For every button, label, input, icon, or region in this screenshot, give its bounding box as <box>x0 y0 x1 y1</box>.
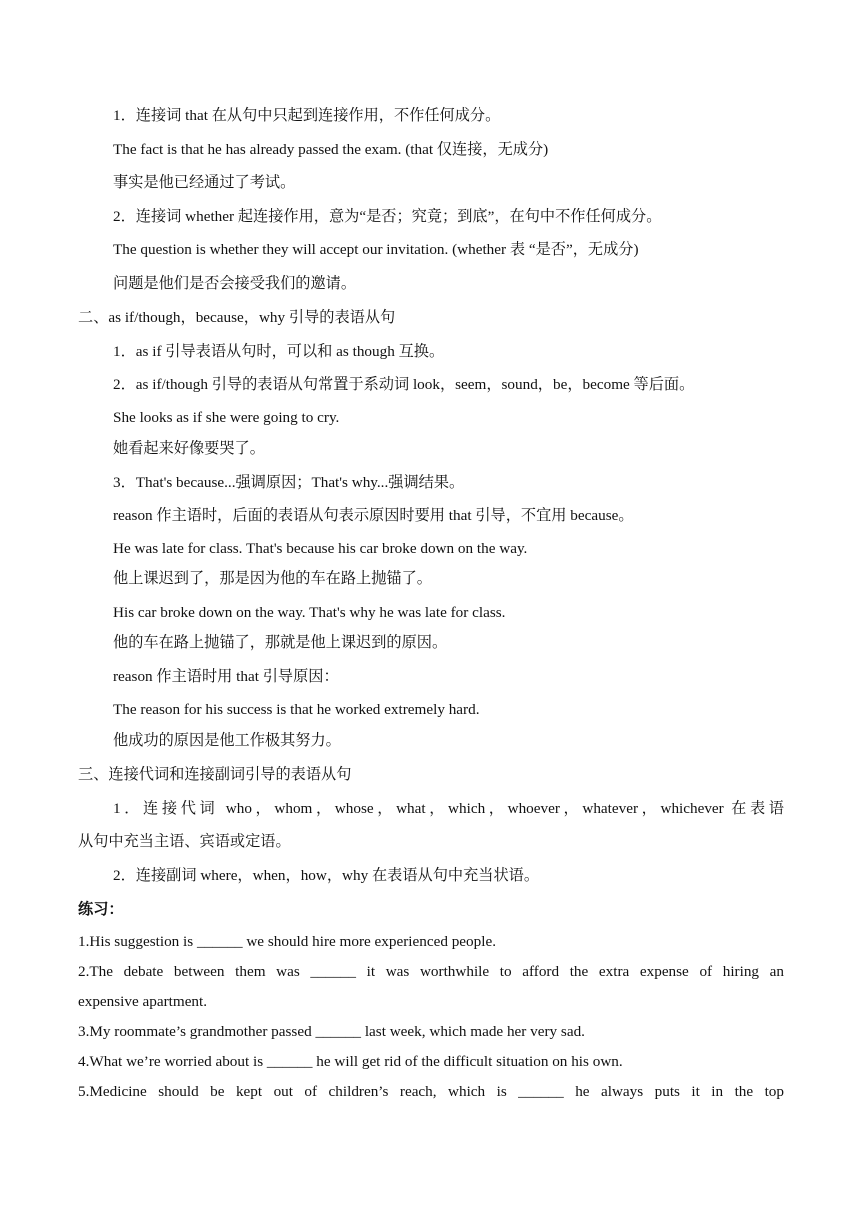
exercise-item: 4.What we’re worried about is ______ he will get rid of the difficult situation on his own. <box>78 1053 623 1070</box>
exercise-item: 5.Medicine should be kept out of children’s reach, which is ______ he always puts it in the top <box>78 1083 784 1100</box>
example-sentence-zh: 他成功的原因是他工作极其努力。 <box>113 732 341 749</box>
note-reason-subject: reason 作主语时，后面的表语从句表示原因时要用 that 引导，不宜用 because。 <box>113 507 634 524</box>
exercise-item: 1.His suggestion is ______ we should hire more experienced people. <box>78 933 496 950</box>
point-1-that: 1．连接词 that 在从句中只起到连接作用，不作任何成分。 <box>113 107 501 124</box>
exercise-heading: 练习： <box>78 901 124 918</box>
point-2-as-if-though: 2．as if/though 引导的表语从句常置于系动词 look，seem，sound，be，become 等后面。 <box>113 376 695 393</box>
exercise-item: 3.My roommate’s grandmother passed ______ last week, which made her very sad. <box>78 1023 585 1040</box>
example-sentence-zh: 事实是他已经通过了考试。 <box>113 174 296 191</box>
point-1-as-if: 1．as if 引导表语从句时，可以和 as though 互换。 <box>113 343 445 360</box>
section-heading-3: 三、连接代词和连接副词引导的表语从句 <box>78 766 352 783</box>
example-sentence-en: The question is whether they will accept our invitation. (whether 表 “是否”，无成分) <box>113 241 639 258</box>
example-sentence-zh: 她看起来好像要哭了。 <box>113 440 265 457</box>
point-1-connective-pronouns: 1．连接代词 who，whom，whose，what，which，whoever，whatever，whichever 在表语 <box>113 800 784 817</box>
example-sentence-zh: 他的车在路上抛锚了，那就是他上课迟到的原因。 <box>113 634 448 651</box>
point-2-whether: 2．连接词 whether 起连接作用，意为“是否；究竟；到底”，在句中不作任何成分。 <box>113 208 662 225</box>
example-sentence-en: The reason for his success is that he worked extremely hard. <box>113 701 480 718</box>
point-2-connective-adverbs: 2．连接副词 where，when，how，why 在表语从句中充当状语。 <box>113 867 540 884</box>
example-sentence-en: He was late for class. That's because his car broke down on the way. <box>113 540 528 557</box>
section-heading-2: 二、as if/though，because，why 引导的表语从句 <box>78 309 396 326</box>
example-sentence-en: His car broke down on the way. That's why he was late for class. <box>113 604 506 621</box>
point-1-continuation: 从句中充当主语、宾语或定语。 <box>78 833 291 850</box>
exercise-item: 2.The debate between them was ______ it was worthwhile to afford the extra expense of hiring an <box>78 963 784 980</box>
note-reason-that: reason 作主语时用 that 引导原因： <box>113 668 339 685</box>
exercise-item-continuation: expensive apartment. <box>78 993 208 1010</box>
example-sentence-en: She looks as if she were going to cry. <box>113 409 340 426</box>
example-sentence-zh: 他上课迟到了，那是因为他的车在路上抛锚了。 <box>113 570 432 587</box>
example-sentence-zh: 问题是他们是否会接受我们的邀请。 <box>113 275 356 292</box>
example-sentence-en: The fact is that he has already passed the exam. (that 仅连接，无成分) <box>113 141 549 158</box>
point-3-because-why: 3．That's because...强调原因；That's why...强调结果。 <box>113 474 465 491</box>
